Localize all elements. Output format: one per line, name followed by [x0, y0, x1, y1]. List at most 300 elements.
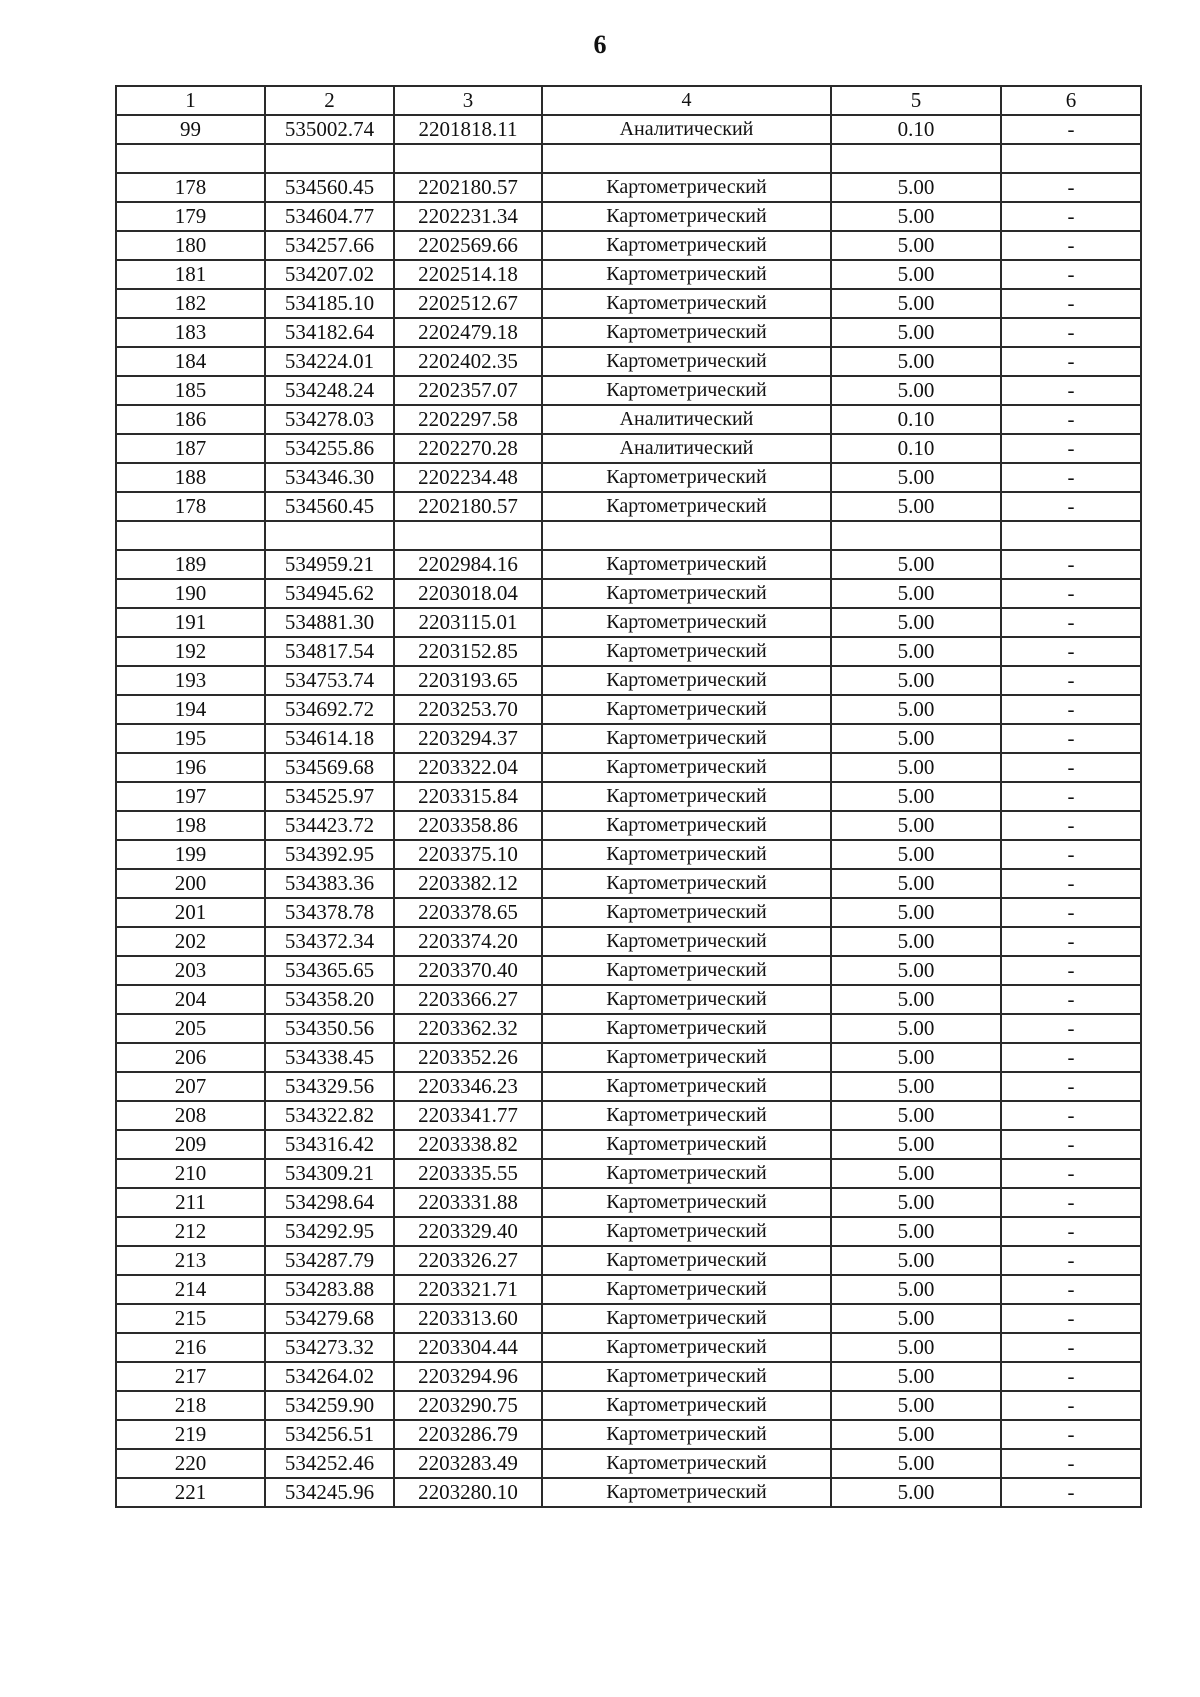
table-row: [116, 1333, 1141, 1362]
table-row: [116, 1449, 1141, 1478]
point-number-cell: 201: [116, 898, 265, 927]
table-header-row: [116, 86, 1141, 115]
y-coordinate-cell: 2203331.88: [394, 1188, 542, 1217]
table-row: [116, 1391, 1141, 1420]
y-coordinate-cell: 2202297.58: [394, 405, 542, 434]
x-coordinate-cell: 534945.62: [265, 579, 394, 608]
accuracy-cell: 5.00: [831, 608, 1001, 637]
method-cell: [542, 144, 831, 173]
header-cell: 2: [265, 86, 394, 115]
point-number-cell: 209: [116, 1130, 265, 1159]
point-number-cell: 216: [116, 1333, 265, 1362]
method-cell: Картометрический: [542, 1304, 831, 1333]
note-cell: -: [1001, 1391, 1141, 1420]
note-cell: -: [1001, 1130, 1141, 1159]
method-cell: Картометрический: [542, 898, 831, 927]
note-cell: -: [1001, 1188, 1141, 1217]
x-coordinate-cell: 534959.21: [265, 550, 394, 579]
y-coordinate-cell: 2202984.16: [394, 550, 542, 579]
x-coordinate-cell: 534245.96: [265, 1478, 394, 1507]
table-row: [116, 1275, 1141, 1304]
table-row: [116, 202, 1141, 231]
method-cell: Картометрический: [542, 1362, 831, 1391]
header-cell: 6: [1001, 86, 1141, 115]
note-cell: -: [1001, 115, 1141, 144]
x-coordinate-cell: 534316.42: [265, 1130, 394, 1159]
accuracy-cell: 5.00: [831, 1217, 1001, 1246]
accuracy-cell: [831, 144, 1001, 173]
y-coordinate-cell: 2202512.67: [394, 289, 542, 318]
y-coordinate-cell: 2203315.84: [394, 782, 542, 811]
accuracy-cell: 5.00: [831, 1159, 1001, 1188]
note-cell: -: [1001, 927, 1141, 956]
x-coordinate-cell: 534372.34: [265, 927, 394, 956]
x-coordinate-cell: 534279.68: [265, 1304, 394, 1333]
note-cell: -: [1001, 811, 1141, 840]
x-coordinate-cell: 534273.32: [265, 1333, 394, 1362]
note-cell: -: [1001, 260, 1141, 289]
point-number-cell: 194: [116, 695, 265, 724]
accuracy-cell: 0.10: [831, 405, 1001, 434]
x-coordinate-cell: 534392.95: [265, 840, 394, 869]
method-cell: [542, 521, 831, 550]
table-row: [116, 666, 1141, 695]
accuracy-cell: 5.00: [831, 724, 1001, 753]
y-coordinate-cell: 2202180.57: [394, 492, 542, 521]
accuracy-cell: [831, 521, 1001, 550]
point-number-cell: 219: [116, 1420, 265, 1449]
note-cell: [1001, 521, 1141, 550]
y-coordinate-cell: 2202402.35: [394, 347, 542, 376]
note-cell: -: [1001, 1304, 1141, 1333]
table-row: [116, 637, 1141, 666]
note-cell: -: [1001, 956, 1141, 985]
y-coordinate-cell: [394, 521, 542, 550]
accuracy-cell: 5.00: [831, 318, 1001, 347]
accuracy-cell: 5.00: [831, 1101, 1001, 1130]
y-coordinate-cell: 2203280.10: [394, 1478, 542, 1507]
point-number-cell: 193: [116, 666, 265, 695]
note-cell: -: [1001, 347, 1141, 376]
note-cell: -: [1001, 666, 1141, 695]
note-cell: -: [1001, 231, 1141, 260]
accuracy-cell: 5.00: [831, 202, 1001, 231]
table-row: [116, 347, 1141, 376]
method-cell: Картометрический: [542, 956, 831, 985]
y-coordinate-cell: 2203193.65: [394, 666, 542, 695]
table-row: [116, 1101, 1141, 1130]
accuracy-cell: 5.00: [831, 1449, 1001, 1478]
note-cell: -: [1001, 550, 1141, 579]
x-coordinate-cell: 534692.72: [265, 695, 394, 724]
note-cell: -: [1001, 1246, 1141, 1275]
accuracy-cell: 5.00: [831, 492, 1001, 521]
y-coordinate-cell: 2203366.27: [394, 985, 542, 1014]
point-number-cell: 178: [116, 492, 265, 521]
point-number-cell: 208: [116, 1101, 265, 1130]
point-number-cell: 188: [116, 463, 265, 492]
note-cell: -: [1001, 1478, 1141, 1507]
method-cell: Картометрический: [542, 289, 831, 318]
y-coordinate-cell: 2202234.48: [394, 463, 542, 492]
header-cell: 4: [542, 86, 831, 115]
x-coordinate-cell: 534753.74: [265, 666, 394, 695]
accuracy-cell: 5.00: [831, 1246, 1001, 1275]
y-coordinate-cell: 2203294.37: [394, 724, 542, 753]
x-coordinate-cell: 534329.56: [265, 1072, 394, 1101]
method-cell: Картометрический: [542, 347, 831, 376]
table-row: [116, 985, 1141, 1014]
table-row: [116, 1159, 1141, 1188]
y-coordinate-cell: 2202479.18: [394, 318, 542, 347]
table-row: [116, 1362, 1141, 1391]
accuracy-cell: 5.00: [831, 753, 1001, 782]
y-coordinate-cell: 2203329.40: [394, 1217, 542, 1246]
method-cell: Картометрический: [542, 608, 831, 637]
accuracy-cell: 5.00: [831, 463, 1001, 492]
method-cell: Картометрический: [542, 1043, 831, 1072]
x-coordinate-cell: 534378.78: [265, 898, 394, 927]
method-cell: Картометрический: [542, 376, 831, 405]
note-cell: -: [1001, 840, 1141, 869]
table-row: [116, 695, 1141, 724]
point-number-cell: 191: [116, 608, 265, 637]
table-row: [116, 521, 1141, 550]
accuracy-cell: 5.00: [831, 1043, 1001, 1072]
table-row: [116, 144, 1141, 173]
note-cell: -: [1001, 1159, 1141, 1188]
x-coordinate-cell: 534283.88: [265, 1275, 394, 1304]
y-coordinate-cell: 2202569.66: [394, 231, 542, 260]
table-row: [116, 608, 1141, 637]
method-cell: Картометрический: [542, 1130, 831, 1159]
y-coordinate-cell: [394, 144, 542, 173]
y-coordinate-cell: 2203283.49: [394, 1449, 542, 1478]
table-row: [116, 1217, 1141, 1246]
x-coordinate-cell: 534309.21: [265, 1159, 394, 1188]
accuracy-cell: 5.00: [831, 550, 1001, 579]
point-number-cell: 198: [116, 811, 265, 840]
accuracy-cell: 5.00: [831, 956, 1001, 985]
method-cell: Картометрический: [542, 1275, 831, 1304]
point-number-cell: 186: [116, 405, 265, 434]
accuracy-cell: 5.00: [831, 985, 1001, 1014]
note-cell: -: [1001, 463, 1141, 492]
point-number-cell: 215: [116, 1304, 265, 1333]
method-cell: Картометрический: [542, 318, 831, 347]
table-row: [116, 753, 1141, 782]
method-cell: Картометрический: [542, 173, 831, 202]
method-cell: Картометрический: [542, 1217, 831, 1246]
accuracy-cell: 5.00: [831, 173, 1001, 202]
y-coordinate-cell: 2203335.55: [394, 1159, 542, 1188]
accuracy-cell: 5.00: [831, 1304, 1001, 1333]
note-cell: -: [1001, 1043, 1141, 1072]
x-coordinate-cell: 534257.66: [265, 231, 394, 260]
point-number-cell: [116, 144, 265, 173]
table-row: [116, 811, 1141, 840]
point-number-cell: 205: [116, 1014, 265, 1043]
accuracy-cell: 5.00: [831, 1014, 1001, 1043]
x-coordinate-cell: 534350.56: [265, 1014, 394, 1043]
table-row: [116, 550, 1141, 579]
table-row: [116, 1304, 1141, 1333]
x-coordinate-cell: 534264.02: [265, 1362, 394, 1391]
x-coordinate-cell: 534322.82: [265, 1101, 394, 1130]
point-number-cell: 196: [116, 753, 265, 782]
accuracy-cell: 5.00: [831, 1130, 1001, 1159]
y-coordinate-cell: 2203018.04: [394, 579, 542, 608]
table-row: [116, 318, 1141, 347]
accuracy-cell: 0.10: [831, 434, 1001, 463]
x-coordinate-cell: 534560.45: [265, 492, 394, 521]
accuracy-cell: 5.00: [831, 811, 1001, 840]
point-number-cell: 179: [116, 202, 265, 231]
x-coordinate-cell: 534287.79: [265, 1246, 394, 1275]
y-coordinate-cell: 2203362.32: [394, 1014, 542, 1043]
accuracy-cell: 5.00: [831, 1333, 1001, 1362]
point-number-cell: 190: [116, 579, 265, 608]
note-cell: -: [1001, 724, 1141, 753]
y-coordinate-cell: 2201818.11: [394, 115, 542, 144]
header-cell: 1: [116, 86, 265, 115]
point-number-cell: 213: [116, 1246, 265, 1275]
point-number-cell: 183: [116, 318, 265, 347]
point-number-cell: 178: [116, 173, 265, 202]
y-coordinate-cell: 2203378.65: [394, 898, 542, 927]
note-cell: -: [1001, 1362, 1141, 1391]
accuracy-cell: 5.00: [831, 579, 1001, 608]
note-cell: -: [1001, 985, 1141, 1014]
method-cell: Аналитический: [542, 434, 831, 463]
x-coordinate-cell: 534255.86: [265, 434, 394, 463]
y-coordinate-cell: 2203322.04: [394, 753, 542, 782]
table-row: [116, 405, 1141, 434]
point-number-cell: 192: [116, 637, 265, 666]
point-number-cell: 206: [116, 1043, 265, 1072]
accuracy-cell: 5.00: [831, 637, 1001, 666]
point-number-cell: 217: [116, 1362, 265, 1391]
note-cell: -: [1001, 608, 1141, 637]
note-cell: -: [1001, 492, 1141, 521]
x-coordinate-cell: [265, 144, 394, 173]
method-cell: Картометрический: [542, 463, 831, 492]
y-coordinate-cell: 2202357.07: [394, 376, 542, 405]
point-number-cell: 99: [116, 115, 265, 144]
x-coordinate-cell: 534423.72: [265, 811, 394, 840]
y-coordinate-cell: 2203370.40: [394, 956, 542, 985]
method-cell: Картометрический: [542, 840, 831, 869]
note-cell: -: [1001, 376, 1141, 405]
method-cell: Картометрический: [542, 1188, 831, 1217]
y-coordinate-cell: 2203374.20: [394, 927, 542, 956]
method-cell: Картометрический: [542, 666, 831, 695]
x-coordinate-cell: 534881.30: [265, 608, 394, 637]
coordinates-table: [115, 85, 1142, 1508]
page-number: 6: [593, 30, 607, 59]
y-coordinate-cell: 2203286.79: [394, 1420, 542, 1449]
note-cell: -: [1001, 202, 1141, 231]
point-number-cell: 211: [116, 1188, 265, 1217]
method-cell: Картометрический: [542, 1246, 831, 1275]
method-cell: Картометрический: [542, 231, 831, 260]
method-cell: Картометрический: [542, 1391, 831, 1420]
table-row: [116, 579, 1141, 608]
method-cell: Картометрический: [542, 1072, 831, 1101]
x-coordinate-cell: 534383.36: [265, 869, 394, 898]
y-coordinate-cell: 2203294.96: [394, 1362, 542, 1391]
note-cell: -: [1001, 869, 1141, 898]
x-coordinate-cell: 534256.51: [265, 1420, 394, 1449]
note-cell: -: [1001, 1333, 1141, 1362]
table-row: [116, 1246, 1141, 1275]
y-coordinate-cell: 2203253.70: [394, 695, 542, 724]
note-cell: -: [1001, 695, 1141, 724]
y-coordinate-cell: 2203321.71: [394, 1275, 542, 1304]
x-coordinate-cell: 534365.65: [265, 956, 394, 985]
note-cell: -: [1001, 1101, 1141, 1130]
table-row: [116, 173, 1141, 202]
note-cell: [1001, 144, 1141, 173]
method-cell: Картометрический: [542, 753, 831, 782]
table-row: [116, 492, 1141, 521]
table-row: [116, 260, 1141, 289]
x-coordinate-cell: 535002.74: [265, 115, 394, 144]
accuracy-cell: 5.00: [831, 782, 1001, 811]
note-cell: -: [1001, 173, 1141, 202]
point-number-cell: 212: [116, 1217, 265, 1246]
x-coordinate-cell: 534569.68: [265, 753, 394, 782]
point-number-cell: 184: [116, 347, 265, 376]
accuracy-cell: 5.00: [831, 927, 1001, 956]
method-cell: Картометрический: [542, 1420, 831, 1449]
x-coordinate-cell: 534259.90: [265, 1391, 394, 1420]
accuracy-cell: 5.00: [831, 840, 1001, 869]
point-number-cell: 214: [116, 1275, 265, 1304]
table-row: [116, 376, 1141, 405]
y-coordinate-cell: 2202270.28: [394, 434, 542, 463]
x-coordinate-cell: 534224.01: [265, 347, 394, 376]
x-coordinate-cell: 534185.10: [265, 289, 394, 318]
y-coordinate-cell: 2203382.12: [394, 869, 542, 898]
y-coordinate-cell: 2203152.85: [394, 637, 542, 666]
method-cell: Картометрический: [542, 579, 831, 608]
point-number-cell: 182: [116, 289, 265, 318]
table-row: [116, 231, 1141, 260]
point-number-cell: 195: [116, 724, 265, 753]
note-cell: -: [1001, 1217, 1141, 1246]
method-cell: Картометрический: [542, 927, 831, 956]
table-row: [116, 898, 1141, 927]
table-row: [116, 1072, 1141, 1101]
x-coordinate-cell: 534338.45: [265, 1043, 394, 1072]
accuracy-cell: 5.00: [831, 1188, 1001, 1217]
y-coordinate-cell: 2202231.34: [394, 202, 542, 231]
table-row: [116, 1014, 1141, 1043]
note-cell: -: [1001, 1014, 1141, 1043]
y-coordinate-cell: 2203290.75: [394, 1391, 542, 1420]
point-number-cell: 202: [116, 927, 265, 956]
note-cell: -: [1001, 782, 1141, 811]
x-coordinate-cell: 534207.02: [265, 260, 394, 289]
point-number-cell: 207: [116, 1072, 265, 1101]
accuracy-cell: 5.00: [831, 376, 1001, 405]
y-coordinate-cell: 2203313.60: [394, 1304, 542, 1333]
table-row: [116, 869, 1141, 898]
note-cell: -: [1001, 289, 1141, 318]
point-number-cell: 199: [116, 840, 265, 869]
table-row: [116, 115, 1141, 144]
y-coordinate-cell: 2203352.26: [394, 1043, 542, 1072]
method-cell: Картометрический: [542, 260, 831, 289]
y-coordinate-cell: 2203375.10: [394, 840, 542, 869]
point-number-cell: 203: [116, 956, 265, 985]
note-cell: -: [1001, 1449, 1141, 1478]
y-coordinate-cell: 2203358.86: [394, 811, 542, 840]
table-row: [116, 840, 1141, 869]
accuracy-cell: 5.00: [831, 231, 1001, 260]
x-coordinate-cell: 534614.18: [265, 724, 394, 753]
method-cell: Картометрический: [542, 869, 831, 898]
x-coordinate-cell: 534182.64: [265, 318, 394, 347]
point-number-cell: 221: [116, 1478, 265, 1507]
x-coordinate-cell: 534525.97: [265, 782, 394, 811]
note-cell: -: [1001, 434, 1141, 463]
table-row: [116, 927, 1141, 956]
point-number-cell: 218: [116, 1391, 265, 1420]
y-coordinate-cell: 2203115.01: [394, 608, 542, 637]
method-cell: Картометрический: [542, 1333, 831, 1362]
accuracy-cell: 5.00: [831, 869, 1001, 898]
accuracy-cell: 5.00: [831, 289, 1001, 318]
note-cell: -: [1001, 1072, 1141, 1101]
table-row: [116, 1130, 1141, 1159]
note-cell: -: [1001, 318, 1141, 347]
accuracy-cell: 5.00: [831, 666, 1001, 695]
method-cell: Картометрический: [542, 637, 831, 666]
method-cell: Аналитический: [542, 115, 831, 144]
y-coordinate-cell: 2203338.82: [394, 1130, 542, 1159]
accuracy-cell: 5.00: [831, 1478, 1001, 1507]
header-cell: 3: [394, 86, 542, 115]
x-coordinate-cell: 534248.24: [265, 376, 394, 405]
x-coordinate-cell: 534560.45: [265, 173, 394, 202]
table-row: [116, 463, 1141, 492]
y-coordinate-cell: 2202180.57: [394, 173, 542, 202]
table-row: [116, 289, 1141, 318]
method-cell: Картометрический: [542, 1478, 831, 1507]
point-number-cell: 220: [116, 1449, 265, 1478]
note-cell: -: [1001, 753, 1141, 782]
y-coordinate-cell: 2203326.27: [394, 1246, 542, 1275]
method-cell: Картометрический: [542, 782, 831, 811]
note-cell: -: [1001, 1420, 1141, 1449]
method-cell: Картометрический: [542, 1014, 831, 1043]
y-coordinate-cell: 2203304.44: [394, 1333, 542, 1362]
note-cell: -: [1001, 405, 1141, 434]
accuracy-cell: 5.00: [831, 1362, 1001, 1391]
accuracy-cell: 5.00: [831, 1391, 1001, 1420]
method-cell: Аналитический: [542, 405, 831, 434]
table-row: [116, 1043, 1141, 1072]
x-coordinate-cell: 534346.30: [265, 463, 394, 492]
table-row: [116, 782, 1141, 811]
x-coordinate-cell: [265, 521, 394, 550]
point-number-cell: 210: [116, 1159, 265, 1188]
point-number-cell: 204: [116, 985, 265, 1014]
x-coordinate-cell: 534817.54: [265, 637, 394, 666]
table-row: [116, 1478, 1141, 1507]
